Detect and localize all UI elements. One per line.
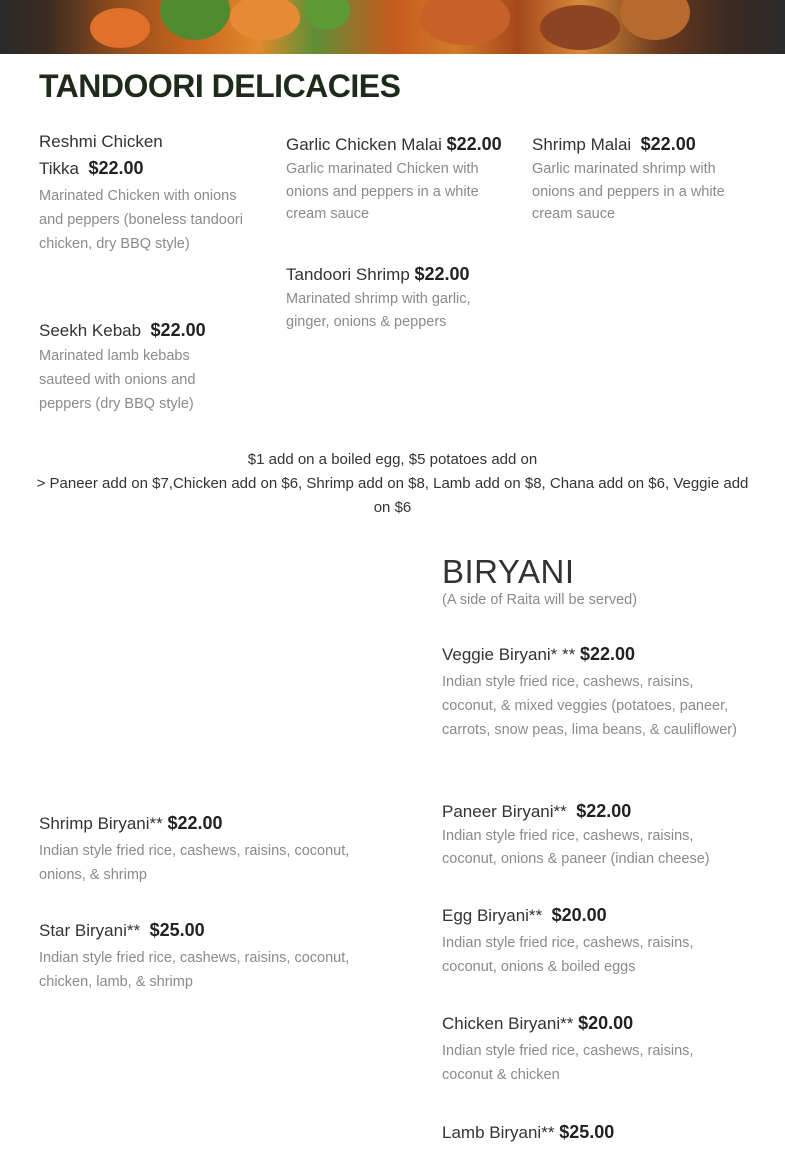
item-description: Indian style fried rice, cashews, raisins, coconut, onions & paneer (indian cheese): [442, 828, 710, 867]
item-name: Tandoori Shrimp: [286, 265, 410, 284]
item-price: $22.00: [446, 134, 502, 154]
item-description: Marinated shrimp with garlic, ginger, onions & peppers: [286, 291, 471, 330]
item-price: $25.00: [149, 920, 205, 940]
menu-item-shrimp-malai: [532, 131, 752, 226]
menu-item-tandoori-shrimp: [286, 261, 501, 333]
item-description: Marinated Chicken with onions and peppers (boneless tandoori chicken, dry BBQ style): [39, 188, 243, 252]
menu-item-garlic-chicken-malai: [286, 131, 506, 226]
item-name: Paneer Biryani**: [442, 802, 567, 821]
menu-item-reshmi-chicken-tikka: [39, 128, 254, 256]
menu-item-paneer-biryani: [442, 798, 742, 870]
item-description: Indian style fried rice, cashews, raisins, coconut, & mixed veggies (potatoes, paneer, carrots, snow peas, lima beans, & cauliflower): [442, 674, 737, 738]
item-description: Indian style fried rice, cashews, raisins, coconut, chicken, lamb, & shrimp: [39, 950, 350, 990]
menu-item-chicken-biryani: [442, 1010, 732, 1087]
item-price: $20.00: [578, 1013, 634, 1033]
item-price: $22.00: [580, 644, 636, 664]
item-price: $25.00: [559, 1122, 615, 1142]
item-price: $20.00: [551, 905, 607, 925]
item-name: Egg Biryani**: [442, 906, 543, 925]
item-price: $22.00: [167, 813, 223, 833]
item-price: $22.00: [576, 801, 632, 821]
item-name: Shrimp Malai: [532, 135, 632, 154]
item-price: $22.00: [640, 134, 696, 154]
item-name: Shrimp Biryani**: [39, 814, 163, 833]
section-title-biryani: BIRYANI: [442, 553, 575, 590]
menu-item-egg-biryani: [442, 902, 732, 979]
menu-item-seekh-kebab: [39, 317, 239, 416]
addon-note-line1: $1 add on a boiled egg, $5 potatoes add on: [247, 451, 538, 468]
item-name: Garlic Chicken Malai: [286, 135, 442, 154]
item-name: Star Biryani**: [39, 921, 141, 940]
menu-item-lamb-biryani: [442, 1119, 732, 1146]
item-description: Indian style fried rice, cashews, raisins, coconut & chicken: [442, 1043, 694, 1083]
hero-food-image: [0, 0, 785, 54]
menu-item-star-biryani: [39, 917, 379, 994]
item-name: Seekh Kebab: [39, 321, 142, 340]
item-description: Indian style fried rice, cashews, raisins, coconut, onions, & shrimp: [39, 843, 350, 883]
item-name: Veggie Biryani* **: [442, 645, 576, 664]
item-price: $22.00: [88, 158, 144, 178]
item-price: $22.00: [150, 320, 206, 340]
section-subtitle-biryani: (A side of Raita will be served): [442, 592, 638, 608]
item-description: Indian style fried rice, cashews, raisins, coconut, onions & boiled eggs: [442, 935, 694, 975]
item-name: Chicken Biryani**: [442, 1014, 574, 1033]
menu-item-shrimp-biryani: [39, 810, 379, 887]
item-name: Lamb Biryani**: [442, 1123, 555, 1142]
addon-note: [30, 448, 755, 520]
item-description: Garlic marinated shrimp with onions and peppers in a white cream sauce: [532, 161, 725, 222]
menu-item-veggie-biryani: [442, 641, 747, 742]
item-name: Tikka: [39, 159, 79, 178]
addon-note-line2: > Paneer add on $7,Chicken add on $6, Shrimp add on $8, Lamb add on $8, Chana add on $6, Veggie add on $6: [36, 475, 749, 516]
section-title-tandoori: TANDOORI DELICACIES: [39, 68, 401, 104]
item-name: Reshmi Chicken: [39, 132, 163, 151]
item-description: Garlic marinated Chicken with onions and peppers in a white cream sauce: [286, 161, 479, 222]
item-description: Marinated lamb kebabs sauteed with onions and peppers (dry BBQ style): [39, 348, 196, 412]
item-price: $22.00: [414, 264, 470, 284]
